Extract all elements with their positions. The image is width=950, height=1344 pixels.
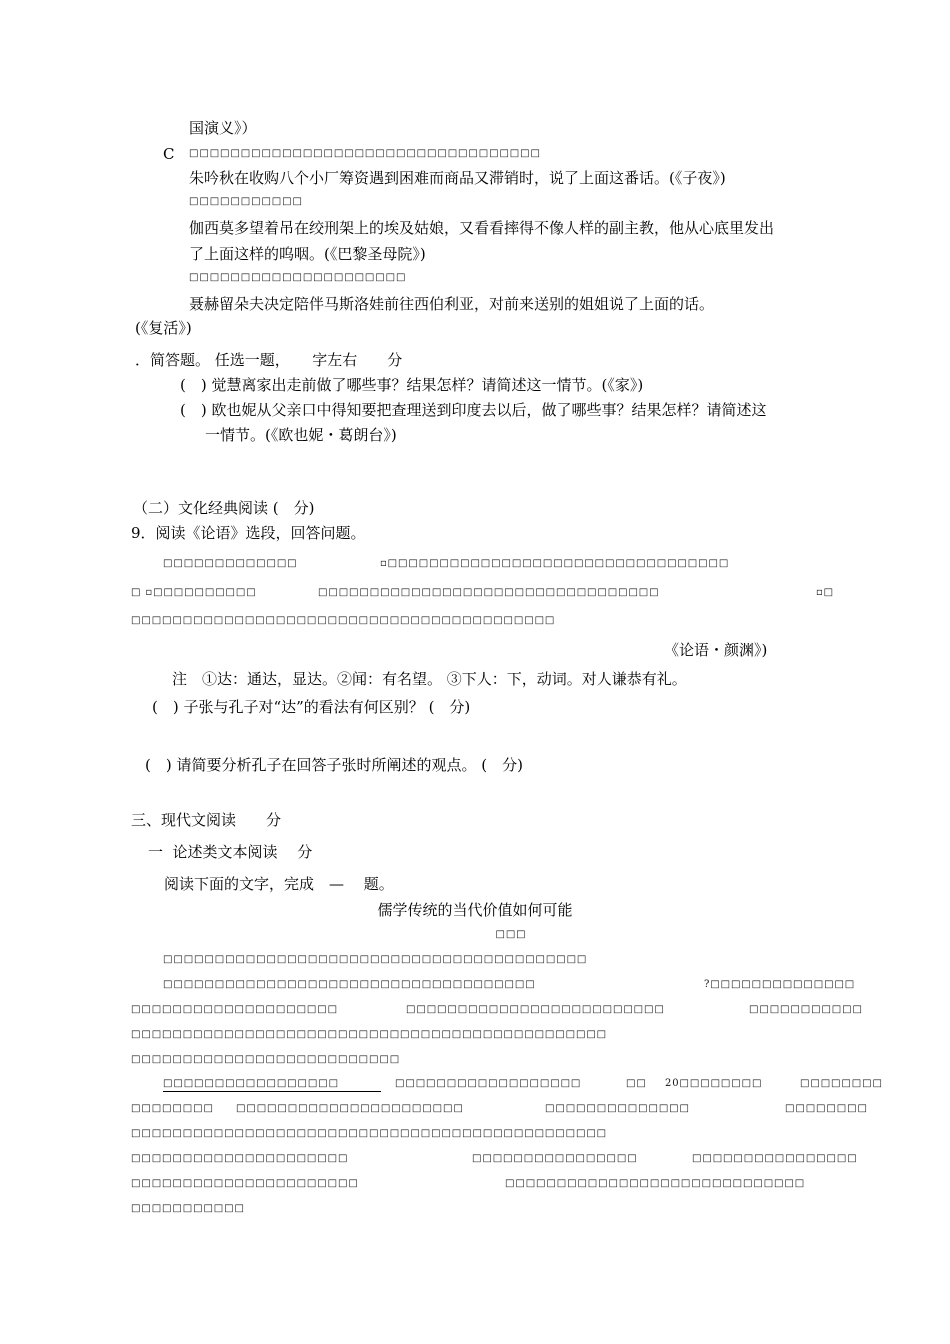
- text-line: 聂赫留朵夫决定陪伴马斯洛娃前往西伯利亚，对前来送别的姐姐说了上面的话。: [189, 295, 715, 313]
- article-title: 儒学传统的当代价值如何可能: [377, 901, 573, 919]
- garbled-text: □□□□□□□□□□□□□□□□□□□□: [131, 1004, 338, 1015]
- article-author: □□□: [495, 929, 527, 940]
- source-citation: 《论语・颜渊》): [664, 641, 768, 659]
- text-line: 国演义》）: [189, 119, 257, 137]
- garbled-text: ▫□: [816, 587, 835, 598]
- question-heading: ．简答题。 任选一题， 字左右 分: [135, 351, 403, 369]
- garbled-text: □□□□□□□□□□□□□□□□□□□□□□□□□□□□□□□□□□□□: [163, 979, 536, 990]
- question-heading: 9．阅读《论语》选段，回答问题。: [131, 524, 366, 542]
- garbled-text: □□□□□□□□□□□: [189, 196, 303, 207]
- garbled-text: □□□□□□□□□□□□□□□□□□□□□: [131, 1153, 349, 1164]
- text-line: 了上面这样的呜咽。(《巴黎圣母院》): [189, 245, 426, 263]
- garbled-text: □□□□□□□□□□□: [749, 1004, 863, 1015]
- section-heading: （二）文化经典阅读 ( 分): [133, 499, 315, 517]
- text-line: (《复活》): [135, 319, 192, 337]
- question-item: ( ) 请简要分析孔子在回答子张时所阐述的观点。 ( 分): [145, 756, 523, 774]
- garbled-text: □□□□□□□□□□□□□□□□□□: [395, 1078, 582, 1089]
- garbled-text: ?□□□□□□□□□□□□□□: [704, 979, 856, 990]
- garbled-text: □□□□□□□□□□□□□□□□□□□□□□□□□□□□□: [505, 1178, 806, 1189]
- garbled-text: □□□□□□□□□□□□□□□□: [692, 1153, 858, 1164]
- garbled-text: □□□□□□□□□□□□□□□□□□□□□□□□□□□□□□□□□□□□□□□□□: [163, 954, 588, 965]
- underlined-text: □□□□□□□□□□□□□□□□□: [163, 1077, 381, 1092]
- question-item: ( ) 子张与孔子对“达”的看法有何区别？ ( 分): [152, 698, 471, 716]
- text-line: 伽西莫多望着吊在绞刑架上的埃及姑娘，又看看摔得不像人样的副主教，他从心底里发出: [189, 219, 775, 237]
- garbled-text: □□□□□□□□□□□□□□□□□□□□□□□□□□: [131, 1054, 401, 1065]
- garbled-text: □□□□□□□□□□□□□□□□□□□□□□□□□□□□□□□□□□□□□□□□□□□□□□: [131, 1128, 608, 1139]
- garbled-text: ▫□□□□□□□□□□□□□□□□□□□□□□□□□□□□□□□□□: [380, 558, 730, 569]
- garbled-text: □□□□□□□□□□□□□□□□□□□□□□□□□□□□□□□□□□□□□□□□□: [131, 615, 556, 626]
- garbled-text: □ ▫□□□□□□□□□□: [131, 587, 257, 598]
- garbled-text: □□: [626, 1078, 647, 1089]
- question-item: 一情节。(《欧也妮・葛朗台》): [205, 426, 397, 444]
- garbled-text: 20□□□□□□□□: [665, 1078, 763, 1089]
- garbled-text: □□□□□□□□: [131, 1103, 214, 1114]
- text-line: 朱吟秋在收购八个小厂筹资遇到困难而商品又滞销时，说了上面这番话。(《子夜》): [189, 169, 726, 187]
- garbled-text: □□□□□□□□□□□□□□: [545, 1103, 690, 1114]
- garbled-text: □□□□□□□□□□□□□: [163, 558, 298, 569]
- garbled-text: □□□□□□□□: [785, 1103, 868, 1114]
- garbled-text: □□□□□□□□□□□□□□□□□□□□□□□□□: [406, 1004, 665, 1015]
- garbled-text: □□□□□□□□□□□: [131, 1203, 245, 1214]
- instruction-text: 阅读下面的文字，完成 — 题。: [164, 875, 394, 893]
- garbled-text: □□□□□□□□□□□□□□□□□□□□□□: [131, 1178, 359, 1189]
- garbled-text: □□□□□□□□□□□□□□□□: [472, 1153, 638, 1164]
- garbled-text: □□□□□□□□□□□□□□□□□□□□□□: [236, 1103, 464, 1114]
- garbled-text: □□□□□□□□□□□□□□□□□□□□□□□□□□□□□□□□□□□□□□□□□□□□□□: [131, 1029, 608, 1040]
- option-label: C: [163, 145, 175, 163]
- annotation: 注 ①达：通达，显达。②闻：有名望。 ③下人：下，动词。对人谦恭有礼。: [172, 670, 687, 688]
- garbled-text: □□□□□□□□□□□□□□□□□□□□□□□□□□□□□□□□□□: [189, 148, 541, 159]
- question-item: ( ) 觉慧离家出走前做了哪些事？结果怎样？请简述这一情节。(《家》): [180, 376, 644, 394]
- question-item: ( ) 欧也妮从父亲口中得知要把查理送到印度去以后，做了哪些事？结果怎样？请简述这: [180, 401, 767, 419]
- section-heading: 三、现代文阅读 分: [131, 811, 282, 829]
- garbled-text: □□□□□□□□□□□□□□□□□□□□□□□□□□□□□□□□□: [318, 587, 660, 598]
- garbled-text: □□□□□□□□: [800, 1078, 883, 1089]
- subsection-heading: 一 论述类文本阅读 分: [148, 843, 313, 861]
- garbled-text: □□□□□□□□□□□□□□□□□□□□□: [189, 272, 407, 283]
